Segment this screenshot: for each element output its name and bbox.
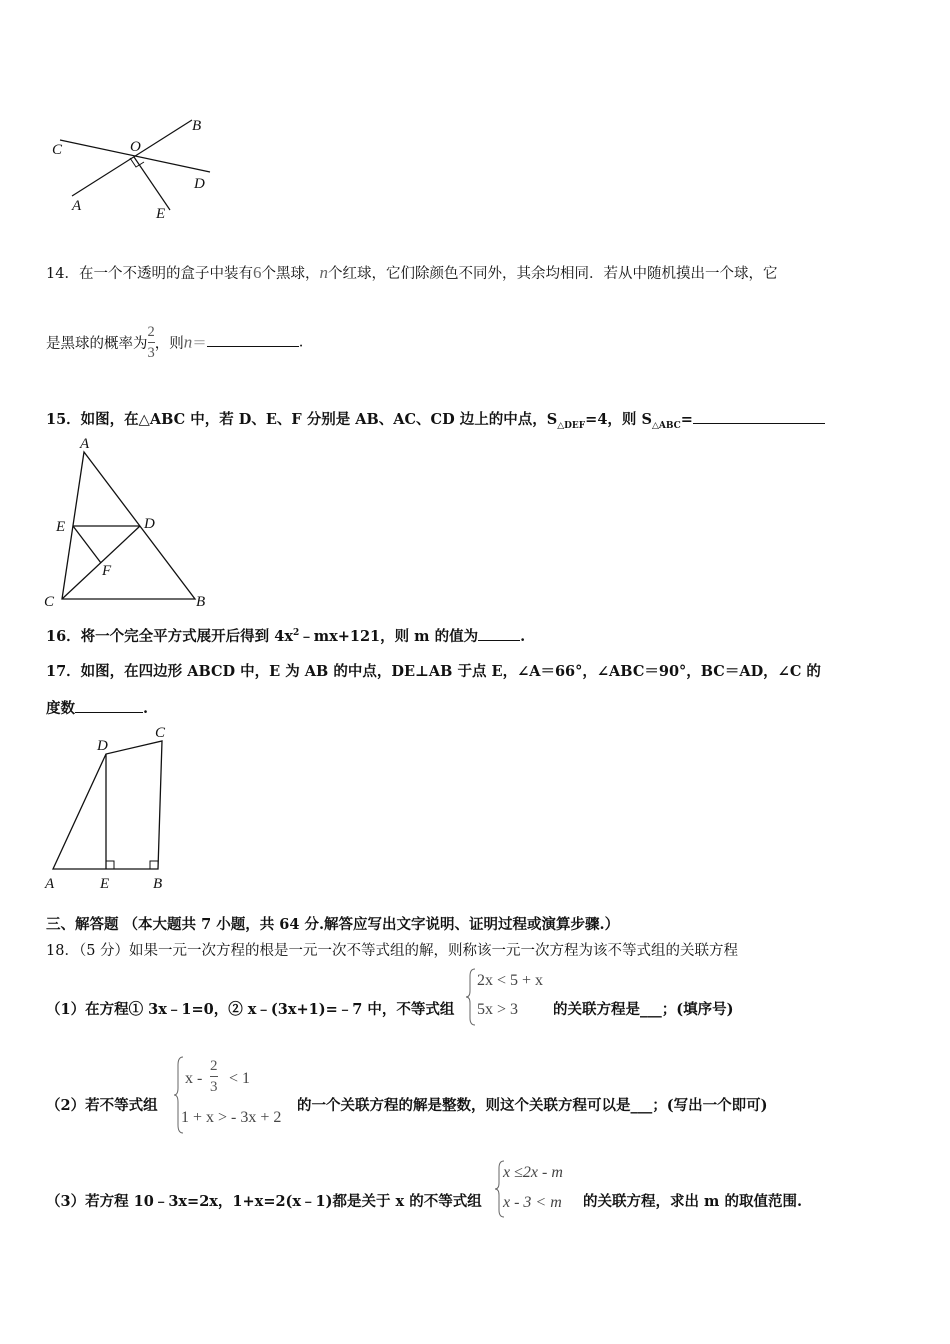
label-o: O	[130, 139, 141, 155]
q14-six: 6	[252, 263, 262, 282]
label-a: A	[72, 198, 82, 214]
label-c: C	[52, 142, 63, 158]
label-e: E	[56, 519, 66, 535]
q14-answer-blank[interactable]	[207, 345, 299, 347]
q16-answer-blank[interactable]	[478, 639, 520, 641]
q17-line1: 17．如图，在四边形 ABCD 中，E 为 AB 的中点，DE⊥AB 于点 E，∠A＝66°，∠ABC＝90°，BC＝AD，∠C 的	[46, 663, 821, 680]
label-e: E	[156, 206, 166, 222]
q16-text: 16．将一个完全平方式展开后得到 $4x^2﹣mx+121$，则 m 的值为 .	[46, 628, 526, 645]
q14-line1: 14．在一个不透明的盒子中装有6个黑球，n个红球，它们除颜色不同外，其余均相同．若从中随机摸出一个球，它	[46, 263, 778, 282]
figure-17-quadrilateral	[40, 722, 190, 897]
q18-part3-a: （3）若方程 10﹣3x=2x，1+x=2(x﹣1)都是关于 x 的不等式组	[46, 1193, 482, 1210]
label-a: A	[80, 436, 90, 452]
label-f: F	[102, 563, 112, 579]
label-d: D	[97, 738, 108, 754]
label-b: B	[192, 118, 202, 134]
q18-part1-system: 2x < 5 + x 5x > 3	[466, 968, 556, 1028]
section3-heading: 三、解答题 （本大题共 7 小题，共 64 分.解答应写出文字说明、证明过程或演算步骤.）	[46, 916, 620, 933]
label-c: C	[155, 725, 166, 741]
q18-part2-a: （2）若不等式组	[46, 1097, 158, 1114]
label-a: A	[45, 876, 55, 892]
q15-text: 15．如图，在△ABC 中，若 D、E、F 分别是 AB、AC、CD 边上的中点，$S_{\triangle DEF}=4$，则 $S_{\triangle ABC}=$	[46, 408, 825, 431]
label-e: E	[100, 876, 110, 892]
q14-line2: 是黑球的概率为 $\frac{2}{3}$ ，则n＝ .	[46, 324, 304, 361]
label-c: C	[44, 594, 55, 610]
q18-part2-fraction: $\frac{2}{3}$	[210, 1058, 218, 1095]
q17-line2: 度数 .	[46, 700, 149, 717]
q14-fraction: $\frac{2}{3}$	[147, 324, 155, 361]
figure-13-lines	[46, 110, 226, 225]
label-b: B	[153, 876, 163, 892]
figure-15-triangle	[40, 432, 230, 612]
q14-n: n	[319, 263, 328, 282]
q18-intro: 18．（5 分）如果一元一次方程的根是一元一次不等式组的解，则称该一元一次方程为该不等式组的关联方程	[46, 943, 739, 959]
q18-part1-a: （1）在方程① 3x﹣1=0，② x﹣(3x+1)=﹣7 中，不等式组	[46, 1001, 455, 1018]
label-b: B	[196, 594, 206, 610]
q18-part1-b: 的关联方程是___；(填序号)	[553, 1001, 734, 1018]
q18-part3-b: 的关联方程，求出 m 的取值范围.	[583, 1193, 802, 1210]
q18-part3-system: x ≤2x - m x - 3 < m	[495, 1160, 590, 1220]
q18-part2-b: 的一个关联方程的解是整数，则这个关联方程可以是___；(写出一个即可)	[297, 1097, 768, 1114]
q15-answer-blank[interactable]	[693, 422, 825, 424]
label-d: D	[144, 516, 155, 532]
q18-part2-system: x - $\frac{2}{3}$ < 1 1 + x > - 3x + 2	[174, 1056, 299, 1136]
q17-answer-blank[interactable]	[75, 711, 143, 713]
label-d: D	[194, 176, 205, 192]
